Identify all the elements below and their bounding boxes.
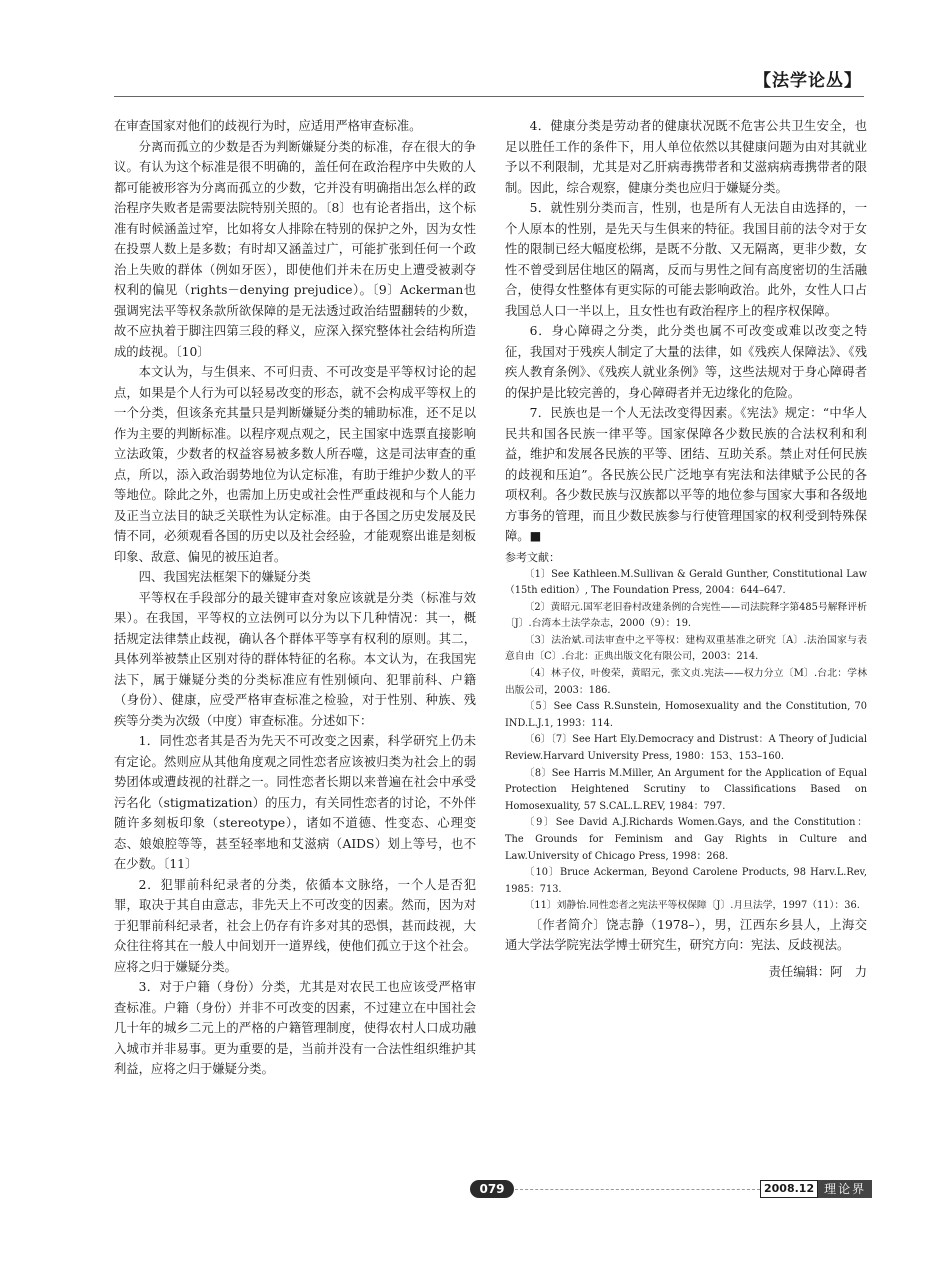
footer-dashed-rule: [510, 1189, 760, 1190]
paragraph: 本文认为，与生俱来、不可归责、不可改变是平等权讨论的起点，如果是个人行为可以轻易改变的形态，就不会构成平等权上的一个分类，但该条充其量只是判断嫌疑分类的辅助标准，还不足以作为主要的判断标准。以程序观点观之，民主国家中选票直接影响立法政策，少数者的权益容易被多数人所吞噬，这是司法审查的重点，所以，添入政治弱势地位为认定标准，有助于维护少数人的平等地位。除此之外，也需加上历史或社会性严重歧视和与个人能力及正当立法目的缺乏关联性为认定标准。由于各国之历史发展及民情不同，必须观看各国的历史以及社会经验，才能观察出谁是刻板印象、敌意、偏见的被压迫者。: [114, 365, 476, 564]
journal-section-title: 【法学论丛】: [754, 71, 862, 91]
header-divider: [114, 96, 864, 97]
paragraph: 分离而孤立的少数是否为判断嫌疑分类的标准，存在很大的争议。有认为这个标准是很不明确的，盖任何在政治程序中失败的人都可能被形容为分离而孤立的少数，它并没有明确指出怎么样的政治程序失败者是需要法院特别关照的。〔8〕也有论者指出，这个标准有时候涵盖过窄，比如将女人排除在特别的保护之外，因为女性在投票人数上是多数；有时却又涵盖过广，可能扩张到任何一个政治上失败的群体（例如牙医），即使他们并未在历史上遭受被剥夺权利的偏见（rights－denying prejudice）。〔9〕Ackerman也强调宪法平等权条款所欲保障的是无法透过政治结盟翻转的少数，故不应执着于脚注四第三段的释义，应深入探究整体社会结构所造成的歧视。〔10〕: [114, 139, 476, 359]
reference-item: 〔5〕See Cass R.Sunstein, Homosexuality and the Constitution, 70 IND.L.J.1, 1993：114.: [505, 701, 867, 729]
responsible-editor: 责任编辑：阿 力: [768, 964, 867, 979]
magazine-label: [760, 1180, 872, 1198]
reference-item: 〔8〕See Harris M.Miller, An Argument for the Application of Equal Protection Heightened Scrutiny to Classifications Based on Homosexuality, 57 S.CAL.L.REV, 1984：797.: [505, 767, 867, 812]
left-column: [114, 116, 476, 1080]
issue-number: 2008.12: [760, 1180, 818, 1198]
reference-item: 〔10〕Bruce Ackerman, Beyond Carolene Products, 98 Harv.L.Rev, 1985：713.: [505, 867, 867, 895]
reference-item: 〔11〕刘静怡.同性恋者之宪法平等权保障〔J〕.月旦法学，1997（11）：36.: [524, 900, 860, 912]
reference-item: 〔1〕See Kathleen.M.Sullivan & Gerald Gunther, Constitutional Law（15th edition）, The Foundation Press, 2004：644–647.: [505, 568, 867, 597]
reference-item: 〔4〕林子仪，叶俊荣，黄昭元，张文贞.宪法——权力分立〔M〕.台北：学林出版公司，2003：186.: [505, 668, 867, 696]
reference-item: 〔9〕See David A.J.Richards Women.Gays, and the Constitution：The Grounds for Feminism and Gay Rights in Culture and Law.University of Chicago Press, 1998：268.: [505, 817, 867, 862]
paragraph: 6．身心障碍之分类，此分类也属不可改变或难以改变之特征，我国对于残疾人制定了大量的法律，如《残疾人保障法》、《残疾人教育条例》、《残疾人就业条例》等，这些法规对于身心障碍者的保护是比较完善的，身心障碍者并无边缘化的危险。: [505, 324, 867, 400]
reference-item: 〔2〕黄昭元.国军老旧眷村改建条例的合宪性——司法院释字第485号解释评析〔J〕.台湾本土法学杂志，2000（9）：19.: [505, 601, 867, 630]
right-column: [505, 116, 867, 982]
paragraph: 3．对于户籍（身份）分类，尤其是对农民工也应该受严格审查标准。户籍（身份）并非不可改变的因素，不过建立在中国社会几十年的城乡二元上的严格的户籍管理制度，使得农村人口成功融入城市并非易事。更为重要的是，当前并没有一合法性组织维护其利益，应将之归于嫌疑分类。: [114, 980, 476, 1076]
section-heading: 四、我国宪法框架下的嫌疑分类: [138, 570, 311, 584]
paragraph: 在审查国家对他们的歧视行为时，应适用严格审查标准。: [114, 119, 422, 133]
paragraph: 7．民族也是一个人无法改变得因素。《宪法》规定：“中华人民共和国各民族一律平等。国家保障各少数民族的合法权利和利益，维护和发展各民族的平等、团结、互助关系。禁止对任何民族的歧视和压迫”。各民族公民广泛地享有宪法和法律赋予公民的各项权利。各少数民族与汉族都以平等的地位参与国家大事和各级地方事务的管理，而且少数民族参与行使管理国家的权利受到特殊保障。■: [505, 406, 867, 543]
references-title: 参考文献：: [505, 550, 560, 564]
author-bio: 〔作者简介〕饶志静（1978–），男，江西东乡县人，上海交通大学法学院宪法学博士研究生，研究方向：宪法、反歧视法。: [505, 917, 867, 953]
page-number: 079: [470, 1180, 514, 1198]
paragraph: 平等权在手段部分的最关键审查对象应该就是分类（标准与效果）。在我国，平等权的立法例可以分为以下几种情况：其一，概括规定法律禁止歧视，确认各个群体平等享有权利的原则。其二，具体列举被禁止区别对待的群体特征的名称。本文认为，在我国宪法下，属于嫌疑分类的分类标准应有性别倾向、犯罪前科、户籍（身份）、健康，应受严格审查标准之检验，对于性别、种族、残疾等分类为次级（中度）审查标准。分述如下：: [114, 590, 476, 728]
paragraph: 5．就性别分类而言，性别，也是所有人无法自由选择的，一个人原本的性别，是先天与生俱来的特征。我国目前的法令对于女性的限制已经大幅度松绑，是既不分散、又无隔离，更非少数，女性不曾受到居住地区的隔离，反而与男性之间有高度密切的生活融合，使得女性整体有更实际的可能去影响政治。此外，女性人口占我国总人口一半以上，且女性也有政治程序上的程序权保障。: [505, 201, 867, 318]
reference-item: 〔3〕法治斌.司法审查中之平等权：建构双重基准之研究〔A〕.法治国家与表意自由〔C〕.台北：正典出版文化有限公司，2003：214.: [505, 634, 867, 663]
paragraph: 4．健康分类是劳动者的健康状况既不危害公共卫生安全，也足以胜任工作的条件下，用人单位依然以其健康问题为由对其就业予以不利限制，尤其是对乙肝病毒携带者和艾滋病病毒携带者的限制。因此，综合观察，健康分类也应归于嫌疑分类。: [505, 119, 867, 195]
paragraph: 2．犯罪前科纪录者的分类，依循本文脉络，一个人是否犯罪，取决于其自由意志，非先天上不可改变的因素。然而，因为对于犯罪前科纪录者，社会上仍存有许多对其的恐惧，甚而歧视，大众往往将其在一般人中间划开一道界线，使他们孤立于这个社会。应将之归于嫌疑分类。: [114, 877, 476, 974]
paragraph: 1．同性恋者其是否为先天不可改变之因素，科学研究上仍未有定论。然则应从其他角度观之同性恋者应该被归类为社会上的弱势团体或遭歧视的社群之一。同性恋者长期以来普遍在社会中承受污名化（stigmatization）的压力，有关同性恋者的讨论，不外伴随许多刻板印象（stereotype），诸如不道德、性变态、心理变态、娘娘腔等等，甚至轻率地和艾滋病（AIDS）划上等号，也不在少数。〔11〕: [114, 734, 476, 871]
magazine-name: 理论界: [818, 1180, 872, 1198]
reference-item: 〔6〕〔7〕See Hart Ely.Democracy and Distrust：A Theory of Judicial Review.Harvard University Press, 1980：153、153–160.: [505, 734, 867, 763]
